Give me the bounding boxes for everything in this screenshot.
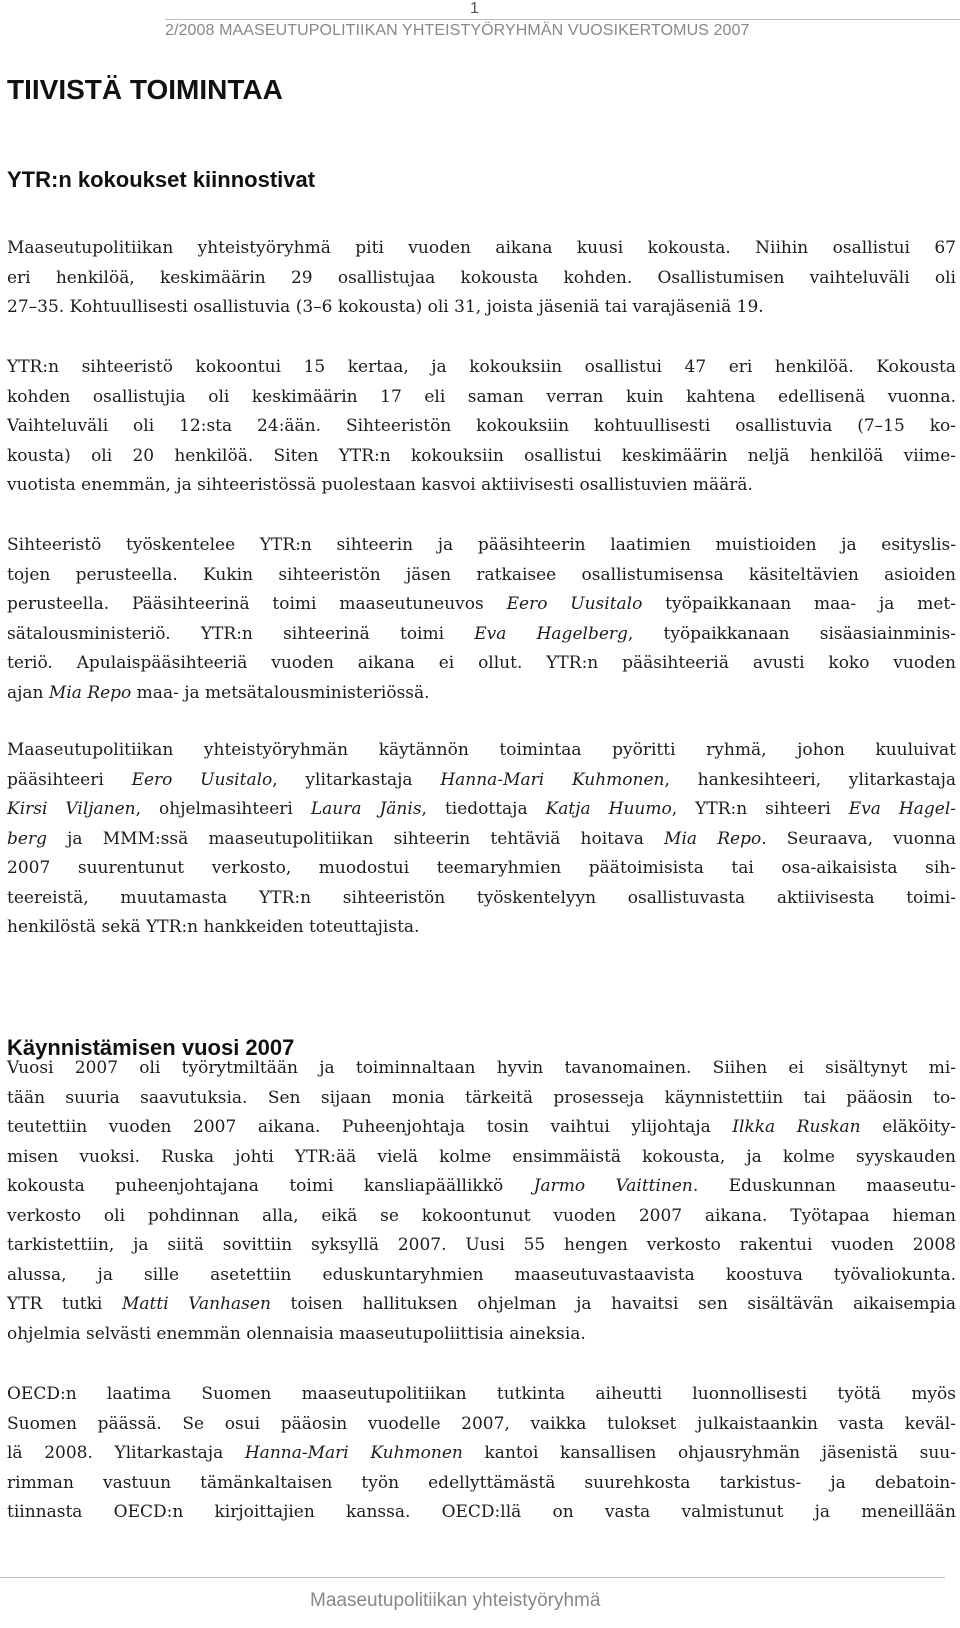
text-line: rimman vastuun tämänkaltaisen työn edellyttämästä suurehkosta tarkistus- ja debatoin-: [7, 1472, 956, 1493]
text-line: Maaseutupolitiikan yhteistyöryhmän käytännön toimintaa pyöritti ryhmä, johon kuuluivat: [7, 740, 956, 760]
text-line: ohjelmia selvästi enemmän olennaisia maaseutupoliittisia aineksia.: [7, 1323, 586, 1344]
paragraph-operations-team: [7, 736, 956, 943]
person-name: Eero Uusitalo: [131, 769, 273, 790]
text-line: teriö. Apulaispääsihteeriä vuoden aikana ei ollut. YTR:n pääsihteeriä avusti koko vuoden: [7, 653, 956, 673]
text-line: Vaihteluväli oli 12:sta 24:ään. Sihteeristön kokouksiin kohtuullisesti osallistuvia (7–15 ko-: [7, 416, 956, 436]
text-run: , YTR:n sihteeri: [671, 799, 849, 819]
paragraph-meetings-attendance: [7, 234, 956, 323]
text-run: YTR tutki: [7, 1294, 122, 1314]
paragraph-secretariat-work: [7, 531, 956, 708]
text-line: tojen perusteella. Kukin sihteeristön jäsen ratkaisee osallistumisensa käsiteltävien asioiden: [7, 564, 956, 585]
page-number: 1: [470, 0, 479, 17]
person-name: Mia Repo: [664, 828, 762, 849]
text-line: misen vuoksi. Ruska johti YTR:ää vielä kolme ensimmäistä kokousta, ja kolme syyskauden: [7, 1146, 956, 1167]
text-line: Sihteeristö työskentelee YTR:n sihteerin ja pääsihteerin laatimien muistioiden ja esityslis-: [7, 535, 956, 555]
text-line: [7, 1439, 956, 1469]
text-run: perusteella. Pääsihteerinä toimi maaseutuneuvos: [7, 594, 507, 614]
person-name: Hanna-Mari Kuhmonen: [244, 1443, 463, 1463]
text-line: [7, 590, 956, 620]
paragraph-secretariat: [7, 353, 956, 501]
text-run: eläköity-: [860, 1117, 956, 1137]
text-line: OECD:n laatima Suomen maaseutupolitiikan tutkinta aiheutti luonnollisesti työtä myös: [7, 1384, 956, 1404]
text-line: [7, 620, 956, 650]
text-run: , hankesihteeri, ylitarkastaja: [664, 769, 956, 790]
person-name: Eva Hagel-: [848, 799, 957, 819]
text-line: [7, 795, 956, 825]
text-run: ja MMM:ssä maaseutupolitiikan sihteerin tehtäviä hoitava: [46, 828, 665, 849]
person-name: Kirsi Viljanen: [7, 799, 136, 819]
text-line: Vuosi 2007 oli työrytmiltään ja toiminnaltaan hyvin tavanomainen. Siihen ei sisältynyt mi-: [7, 1058, 956, 1078]
text-line: Suomen päässä. Se osui pääosin vuodelle 2007, vaikka tulokset julkaistaankin vasta keväl-: [7, 1413, 956, 1434]
text-run: lä 2008. Ylitarkastaja: [7, 1443, 245, 1463]
text-line: Maaseutupolitiikan yhteistyöryhmä piti vuoden aikana kuusi kokousta. Niihin osallistui 67: [7, 238, 956, 258]
text-line: [7, 1113, 956, 1143]
section-title-start-year: Käynnistämisen vuosi 2007: [7, 1035, 295, 1060]
text-line: alussa, ja sille asetettiin eduskuntaryhmien maaseutuvastaavista koostuva työvaliokunta.: [7, 1264, 956, 1285]
text-run: , ylitarkastaja: [272, 769, 441, 790]
text-line: teereistä, muutamasta YTR:n sihteeristön työskentelyyn osallistuvasta aktiivisesta toimi-: [7, 887, 956, 908]
person-name: Hanna-Mari Kuhmonen: [440, 769, 665, 790]
text-run: kokousta puheenjohtajana toimi kansliapäällikkö: [7, 1176, 534, 1196]
text-line: [7, 825, 956, 855]
paragraph-year-overview: [7, 1054, 956, 1349]
text-run: kantoi kansallisen ohjausryhmän jäsenistä suu-: [462, 1443, 956, 1463]
text-run: maa- ja metsätalousministeriössä.: [131, 682, 430, 703]
person-name: Katja Huumo: [545, 799, 672, 819]
person-name: Matti Vanhasen: [122, 1294, 271, 1314]
person-name: Eero Uusitalo: [506, 594, 643, 614]
text-run: . Eduskunnan maaseutu-: [692, 1176, 956, 1196]
text-line: 27–35. Kohtuullisesti osallistuvia (3–6 kokousta) oli 31, joista jäseniä tai varajäseniä 19.: [7, 297, 764, 317]
page-footer: Maaseutupolitiikan yhteistyöryhmä: [310, 1590, 601, 1611]
text-line: tään suuria saavutuksia. Sen sijaan monia tärkeitä prosesseja käynnistettiin tai pääosin to-: [7, 1087, 956, 1108]
person-name: Mia Repo: [48, 682, 132, 703]
person-name: Laura Jänis: [310, 799, 422, 819]
text-line: kohden osallistujia oli keskimäärin 17 eli saman verran kuin kahtena edellisenä vuonna.: [7, 386, 956, 407]
text-line: [7, 1290, 956, 1320]
text-line: [7, 766, 956, 796]
person-name: berg: [7, 828, 47, 849]
text-line: 2007 suurentunut verkosto, muodostui teemaryhmien päätoimisista tai osa-aikaisista sih-: [7, 858, 956, 878]
text-line: kousta) oli 20 henkilöä. Siten YTR:n kokouksiin osallistui keskimäärin neljä henkilöä viime-: [7, 445, 956, 466]
text-run: pääsihteeri: [7, 769, 132, 790]
text-line: vuotista enemmän, ja sihteeristössä puolestaan kasvoi aktiivisesti osallistuvien määrä.: [7, 475, 753, 495]
person-name: Jarmo Vaittinen: [533, 1176, 693, 1196]
running-header: 2/2008 MAASEUTUPOLITIIKAN YHTEISTYÖRYHMÄN VUOSIKERTOMUS 2007: [165, 22, 750, 39]
section-title-meetings: YTR:n kokoukset kiinnostivat: [7, 167, 316, 192]
text-run: toisen hallituksen ohjelman ja havaitsi sen sisältävän aikaisempia: [270, 1294, 956, 1314]
footer-rule: [0, 1577, 945, 1578]
header-rule: [165, 19, 960, 20]
page-title: TIIVISTÄ TOIMINTAA: [7, 74, 283, 105]
paragraph-oecd-review: [7, 1380, 956, 1528]
text-run: . Seuraava, vuonna: [761, 828, 956, 849]
text-run: , työpaikkanaan sisäasiainminis-: [627, 623, 956, 644]
person-name: Ilkka Ruskan: [732, 1117, 861, 1137]
text-run: , tiedottaja: [421, 799, 546, 819]
text-run: teutettiin vuoden 2007 aikana. Puheenjohtaja tosin vaihtui ylijohtaja: [7, 1117, 733, 1137]
text-run: ajan: [7, 682, 49, 703]
text-run: työpaikkanaan maa- ja met-: [642, 594, 957, 614]
text-line: [7, 1172, 956, 1202]
text-line: tarkistettiin, ja siitä sovittiin syksyllä 2007. Uusi 55 hengen verkosto rakentui vuoden 2008: [7, 1235, 956, 1255]
text-line: [7, 679, 956, 709]
text-line: tiinnasta OECD:n kirjoittajien kanssa. OECD:llä on vasta valmistunut ja meneillään: [7, 1502, 956, 1522]
text-line: YTR:n sihteeristö kokoontui 15 kertaa, ja kokouksiin osallistui 47 eri henkilöä. Kokousta: [7, 357, 956, 377]
person-name: Eva Hagelberg: [474, 623, 628, 644]
text-line: eri henkilöä, keskimäärin 29 osallistujaa kokousta kohden. Osallistumisen vaihteluväli oli: [7, 267, 956, 288]
text-line: henkilöstä sekä YTR:n hankkeiden toteuttajista.: [7, 917, 420, 937]
text-run: sätalousministeriö. YTR:n sihteerinä toimi: [7, 623, 475, 644]
text-line: verkosto oli pohdinnan alla, eikä se kokoontunut vuoden 2007 aikana. Työtapaa hieman: [7, 1205, 956, 1226]
text-run: , ohjelmasihteeri: [135, 799, 311, 819]
